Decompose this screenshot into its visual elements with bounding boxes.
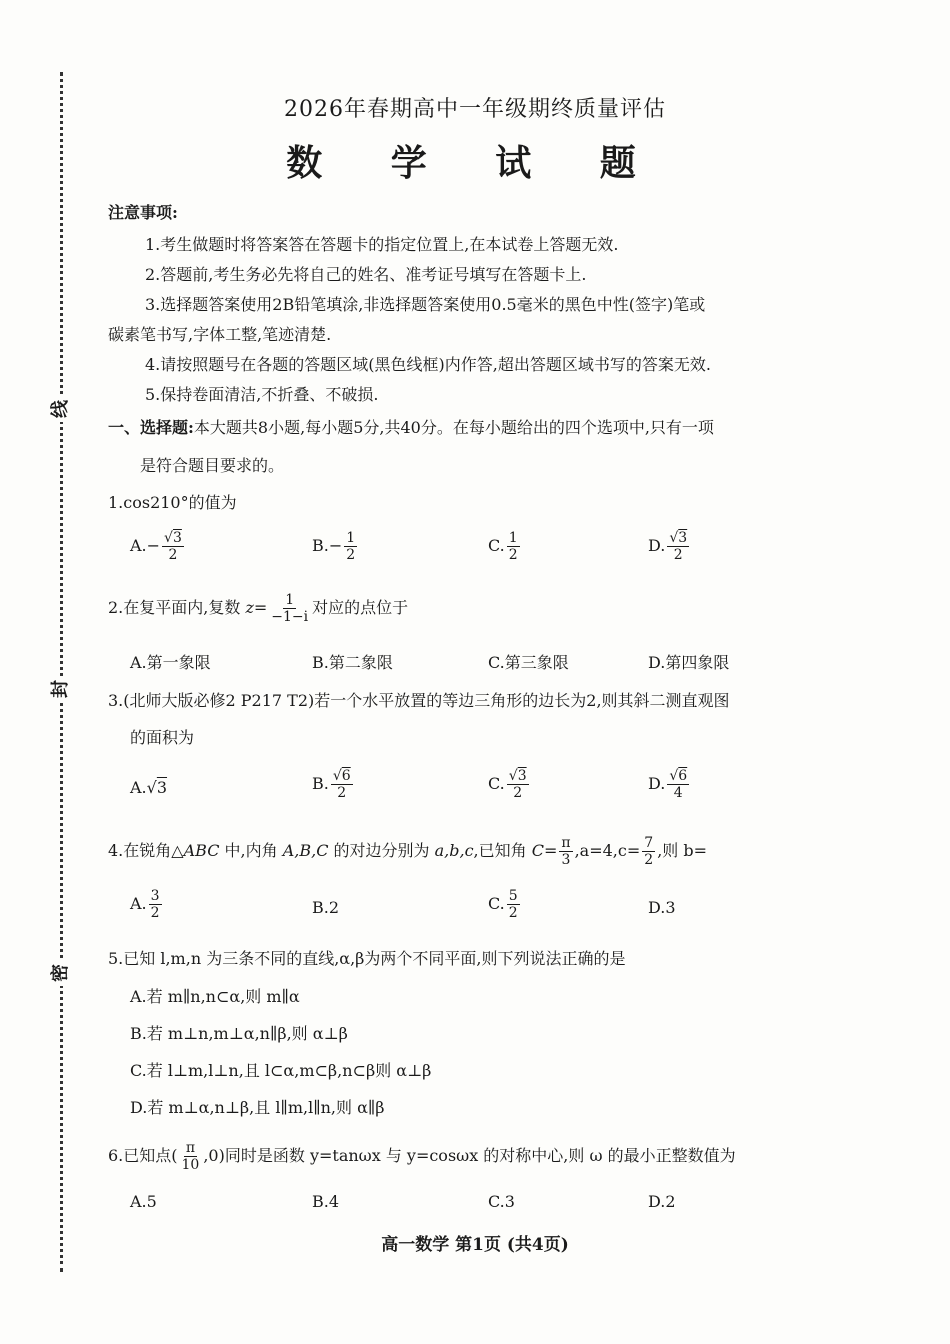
section-heading <box>108 415 714 438</box>
q2-option-d: D.第四象限 <box>648 653 730 672</box>
q6-option-b: B.4 <box>312 1192 340 1211</box>
q3-option-b: B. $\frac{√6}{2}$ <box>312 768 351 801</box>
section-desc: 本大题共8小题,每小题5分,共40分。在每小题给出的四个选项中,只有一项 <box>193 418 714 437</box>
q4-option-c: C. $\frac{5}{2}$ <box>488 888 518 921</box>
notice-item: 1.考生做题时将答案答在答题卡的指定位置上,在本试卷上答题无效. <box>145 235 619 254</box>
q5-option-c: C.若 l⊥m,l⊥n,且 l⊂α,m⊂β,n⊂β则 α⊥β <box>130 1061 432 1080</box>
q4-stem: 4.在锐角△ABC 中,内角 A,B,C 的对边分别为 a,b,c,已知角 C= $\frac{\pi}{3}$ ,a=4,c= $\frac{7}{2}$ ,则 b= <box>108 835 708 868</box>
notice-item: 3.选择题答案使用2B铅笔填涂,非选择题答案使用0.5毫米的黑色中性(签字)笔或 <box>145 295 706 314</box>
binding-dotted-line <box>60 72 63 1272</box>
exam-title: 2026年春期高中一年级期终质量评估 <box>284 97 666 122</box>
notice-item: 5.保持卷面清洁,不折叠、不破损. <box>145 385 379 404</box>
q3-option-c: C. $\frac{√3}{2}$ <box>488 768 527 801</box>
q2-option-a: A.第一象限 <box>130 653 211 672</box>
q4-option-b: B.2 <box>312 898 340 917</box>
notice-title: 注意事项: <box>108 203 178 222</box>
page-footer: 高一数学 第1页 (共4页) <box>381 1235 569 1255</box>
section-desc-cont: 是符合题目要求的。 <box>140 456 285 475</box>
q3-stem-cont: 的面积为 <box>130 728 195 747</box>
subject-title: 数 学 试 题 <box>286 142 664 184</box>
section-title: 一、选择题: <box>108 418 194 437</box>
notice-item: 2.答题前,考生务必先将自己的姓名、准考证号填写在答题卡上. <box>145 265 587 284</box>
q2-option-c: C.第三象限 <box>488 653 569 672</box>
q5-option-a: A.若 m∥n,n⊂α,则 m∥α <box>130 987 300 1006</box>
q3-stem: 3.(北师大版必修2 P217 T2)若一个水平放置的等边三角形的边长为2,则其斜二测直观图 <box>108 691 730 710</box>
q1-option-d: D. $\frac{√3}{2}$ <box>648 530 688 563</box>
q4-option-d: D.3 <box>648 898 676 917</box>
q5-stem: 5.已知 l,m,n 为三条不同的直线,α,β为两个不同平面,则下列说法正确的是 <box>108 949 626 968</box>
notice-item: 4.请按照题号在各题的答题区域(黑色线框)内作答,超出答题区域书写的答案无效. <box>145 355 711 374</box>
q6-stem: 6.已知点( $\frac{\pi}{10}$ ,0)同时是函数 y=tanωx 与 y=cosωx 的对称中心,则 ω 的最小正整数值为 <box>108 1140 736 1173</box>
binding-char-secret: 密 <box>48 960 74 986</box>
binding-char-seal: 封 <box>48 676 74 702</box>
q1-option-a: A.− $\frac{√3}{2}$ <box>130 530 182 563</box>
notice-item: 碳素笔书写,字体工整,笔迹清楚. <box>108 325 332 344</box>
q2-stem: 2.在复平面内,复数 z= $\frac{1}{-1-i}$ 对应的点位于 <box>108 592 409 625</box>
q1-stem: 1.cos210°的值为 <box>108 493 237 512</box>
q6-option-c: C.3 <box>488 1192 515 1211</box>
q6-option-d: D.2 <box>648 1192 676 1211</box>
q2-option-b: B.第二象限 <box>312 653 393 672</box>
q3-option-d: D. $\frac{√6}{4}$ <box>648 768 688 801</box>
q3-option-a: A.√3 <box>130 778 168 797</box>
q5-option-d: D.若 m⊥α,n⊥β,且 l∥m,l∥n,则 α∥β <box>130 1098 385 1117</box>
q5-option-b: B.若 m⊥n,m⊥α,n∥β,则 α⊥β <box>130 1024 348 1043</box>
q1-option-c: C. $\frac{1}{2}$ <box>488 530 518 563</box>
q1-option-b: B.− $\frac{1}{2}$ <box>312 530 356 563</box>
binding-char-line: 线 <box>48 396 74 422</box>
q6-option-a: A.5 <box>130 1192 157 1211</box>
q4-option-a: A. $\frac{3}{2}$ <box>130 888 160 921</box>
